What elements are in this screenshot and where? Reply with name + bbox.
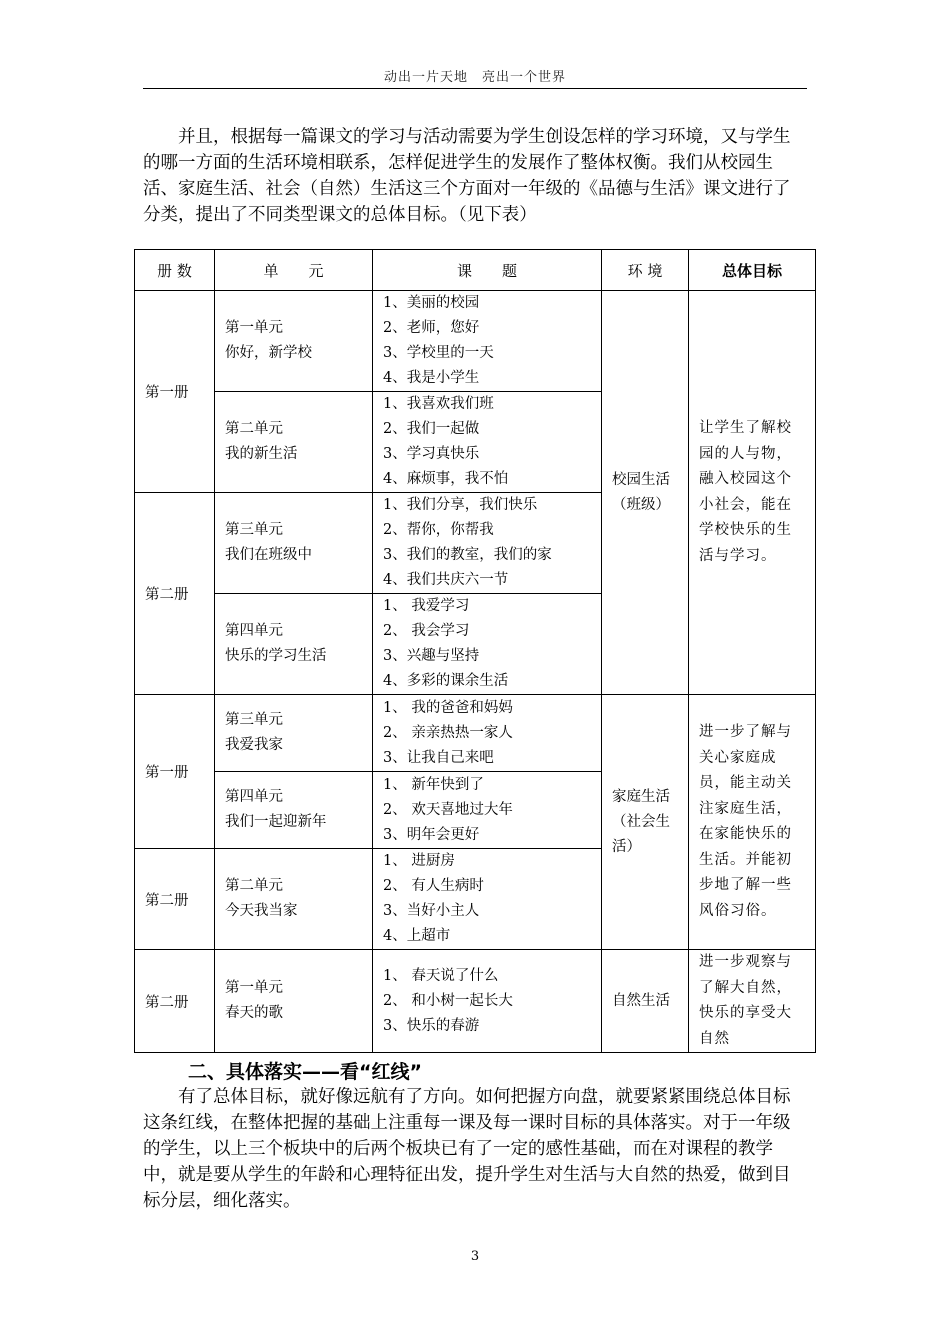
environment-cell xyxy=(602,950,689,1053)
lessons-cell xyxy=(373,392,602,493)
lesson-item: 1、 进厨房 xyxy=(383,853,455,869)
header-rule xyxy=(143,88,807,89)
lessons-cell xyxy=(373,772,602,849)
lesson-item: 3、学校里的一天 xyxy=(383,345,494,361)
lessons-cell xyxy=(373,950,602,1053)
lessons-cell xyxy=(373,493,602,594)
unit-cell xyxy=(215,291,373,392)
volume-cell: 第二册 xyxy=(135,849,215,950)
environment-line: 校园生活 xyxy=(612,471,670,488)
lesson-item: 4、上超市 xyxy=(383,928,451,944)
header-lesson: 课 题 xyxy=(373,250,602,291)
environment-line: （班级） xyxy=(612,496,670,513)
unit-number: 第二单元 xyxy=(225,421,283,437)
environment-line: 家庭生活 xyxy=(612,788,670,805)
table-header-row xyxy=(135,250,816,291)
table-row xyxy=(135,695,816,772)
header-environment: 环 境 xyxy=(602,250,689,291)
lesson-item: 1、美丽的校园 xyxy=(383,295,480,311)
unit-name: 我的新生活 xyxy=(225,446,298,462)
unit-name: 快乐的学习生活 xyxy=(225,648,327,664)
lesson-item: 2、 和小树一起长大 xyxy=(383,992,513,1009)
unit-number: 第四单元 xyxy=(225,623,283,639)
lessons-cell xyxy=(373,594,602,695)
environment-cell xyxy=(602,291,689,695)
curriculum-table xyxy=(134,249,816,1053)
lesson-item: 3、明年会更好 xyxy=(383,826,480,843)
header-goal: 总体目标 xyxy=(689,250,816,291)
lesson-item: 2、 我会学习 xyxy=(383,623,470,639)
lesson-item: 1、我喜欢我们班 xyxy=(383,396,494,412)
unit-name: 今天我当家 xyxy=(225,903,298,919)
running-header: 动出一片天地 亮出一个世界 xyxy=(383,70,566,85)
lesson-item: 4、多彩的课余生活 xyxy=(383,673,509,689)
lesson-item: 3、让我自己来吧 xyxy=(383,749,494,766)
lesson-item: 3、快乐的春游 xyxy=(383,1017,480,1034)
lessons-cell xyxy=(373,291,602,392)
intro-paragraph xyxy=(143,124,807,228)
unit-cell xyxy=(215,950,373,1053)
unit-name: 我们一起迎新年 xyxy=(225,814,327,830)
volume-cell: 第一册 xyxy=(135,291,215,493)
lesson-item: 1、 春天说了什么 xyxy=(383,967,499,984)
lesson-item: 3、学习真快乐 xyxy=(383,446,480,462)
environment-line: 自然生活 xyxy=(612,992,670,1009)
body-text: 有了总体目标，就好像远航有了方向。如何把握方向盘，就要紧紧围绕总体目标这条红线，在整体把握的基础上注重每一课及每一课时目标的具体落实。对于一年级的学生，以上三个板块中的后两个板块已有了一定的感性基础，而在对课程的教学中，就是要从学生的年龄和心理特征出发，提升学生对生活与大自然的热爱，做到目标分层，细化落实。 xyxy=(143,1087,791,1211)
unit-cell xyxy=(215,594,373,695)
unit-number: 第三单元 xyxy=(225,522,283,538)
unit-name: 你好，新学校 xyxy=(225,345,312,361)
lesson-item: 2、 有人生病时 xyxy=(383,878,484,894)
lesson-item: 1、 新年快到了 xyxy=(383,776,484,793)
unit-cell xyxy=(215,849,373,950)
unit-number: 第一单元 xyxy=(225,320,283,336)
unit-number: 第二单元 xyxy=(225,878,283,894)
intro-text: 并且，根据每一篇课文的学习与活动需要为学生创设怎样的学习环境，又与学生的哪一方面的生活环境相联系，怎样促进学生的发展作了整体权衡。我们从校园生活、家庭生活、社会（自然）生活这三个方面对一年级的《品德与生活》课文进行了分类，提出了不同类型课文的总体目标。（见下表） xyxy=(143,127,791,225)
unit-name: 我爱我家 xyxy=(225,737,283,753)
section-heading: 二、具体落实——看“红线” xyxy=(188,1061,422,1083)
unit-number: 第三单元 xyxy=(225,712,283,728)
lesson-item: 4、麻烦事，我不怕 xyxy=(383,471,509,487)
volume-cell: 第二册 xyxy=(135,493,215,695)
unit-cell xyxy=(215,493,373,594)
unit-name: 我们在班级中 xyxy=(225,547,312,563)
environment-cell xyxy=(602,695,689,950)
lesson-item: 4、我是小学生 xyxy=(383,370,480,386)
volume-cell: 第一册 xyxy=(135,695,215,849)
unit-cell xyxy=(215,772,373,849)
lesson-item: 2、帮你，你帮我 xyxy=(383,522,494,538)
goal-cell: 进一步观察与了解大自然，快乐的享受大自然 xyxy=(689,950,816,1053)
lesson-item: 2、 欢天喜地过大年 xyxy=(383,801,513,818)
header-volume: 册 数 xyxy=(135,250,215,291)
page-number: 3 xyxy=(470,1249,480,1264)
body-paragraph xyxy=(143,1084,807,1214)
table-row xyxy=(135,950,816,1053)
unit-cell xyxy=(215,695,373,772)
lesson-item: 1、 我爱学习 xyxy=(383,598,470,614)
lessons-cell xyxy=(373,695,602,772)
lesson-item: 2、老师，您好 xyxy=(383,320,480,336)
lesson-item: 3、我们的教室，我们的家 xyxy=(383,547,552,563)
unit-name: 春天的歌 xyxy=(225,1005,283,1021)
environment-line: （社会生活） xyxy=(612,813,670,855)
header-unit: 单 元 xyxy=(215,250,373,291)
lesson-item: 2、 亲亲热热一家人 xyxy=(383,724,513,741)
lesson-item: 3、当好小主人 xyxy=(383,903,480,919)
lesson-item: 1、我们分享，我们快乐 xyxy=(383,497,538,513)
volume-cell: 第二册 xyxy=(135,950,215,1053)
lesson-item: 1、 我的爸爸和妈妈 xyxy=(383,699,513,716)
unit-number: 第一单元 xyxy=(225,980,283,996)
lesson-item: 4、我们共庆六一节 xyxy=(383,572,509,588)
lesson-item: 2、我们一起做 xyxy=(383,421,480,437)
unit-number: 第四单元 xyxy=(225,789,283,805)
goal-cell: 进一步了解与关心家庭成员，能主动关注家庭生活，在家能快乐的生活。并能初步地了解一些风俗习俗。 xyxy=(689,695,816,950)
table-row xyxy=(135,291,816,392)
lessons-cell xyxy=(373,849,602,950)
goal-cell: 让学生了解校园的人与物，融入校园这个小社会，能在学校快乐的生活与学习。 xyxy=(689,291,816,695)
lesson-item: 3、兴趣与坚持 xyxy=(383,648,480,664)
unit-cell xyxy=(215,392,373,493)
